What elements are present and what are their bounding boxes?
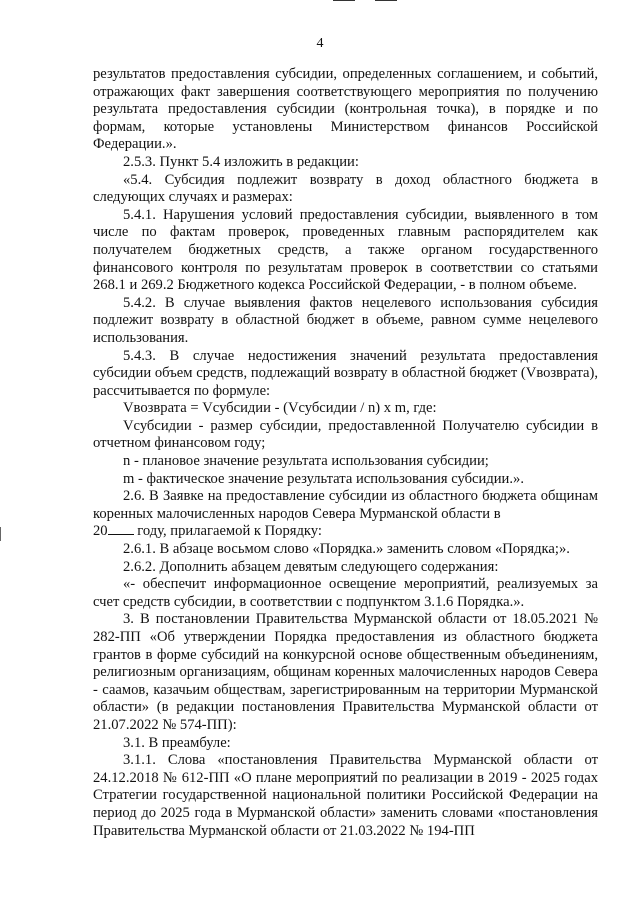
paragraph: 2.6. В Заявке на предоставление субсидии из областного бюджета общинам коренных малочисленных народов Севера Мурманской области в (93, 488, 598, 522)
paragraph: 3.1.1. Слова «постановления Правительства Мурманской области от 24.12.2018 № 612-ПП «О плане мероприятий по реализации в 2019 - 2025 годах Стратегии государственной национальной политики Российской Федерации на период до 2025 года в Мурманской области» заменить словами «постановления Правительства Мурманской области от 21.03.2022 № 194-ПП (93, 752, 598, 839)
paragraph: 5.4.2. В случае выявления фактов нецелевого использования субсидия подлежит возврату в областной бюджет в объеме, равном сумме нецелевого использования. (93, 294, 598, 346)
top-scan-mark (375, 0, 397, 1)
paragraph: 2.5.3. Пункт 5.4 изложить в редакции: (123, 153, 359, 170)
paragraph: «- обеспечит информационное освещение мероприятий, реализуемых за счет средств субсидии, в соответствии с подпунктом 3.1.6 Порядка.». (93, 576, 598, 610)
paragraph-with-blank (93, 523, 598, 541)
paragraph: результатов предоставления субсидии, определенных соглашением, и событий, отражающих факт завершения соответствующего мероприятия по получению результата предоставления субсидии (контрольная точка), в порядке и по формам, которые установлены Министерством финансов Российской Федерации.». (93, 66, 598, 153)
paragraph: 2.6.2. Дополнить абзацем девятым следующего содержания: (123, 558, 499, 575)
year-prefix: 20 (93, 523, 108, 540)
paragraph: n - плановое значение результата использования субсидии; (123, 453, 489, 470)
paragraph: 3. В постановлении Правительства Мурманской области от 18.05.2021 № 282-ПП «Об утверждении Порядка предоставления из областного бюджета грантов в форме субсидий на конкурсной основе общественным объединениям, религиозным организациям, общинам коренных малочисленных народов Севера - саамов, казачьим обществам, зарегистрированным на территории Мурманской области» (в редакции постановления Правительства Мурманской области от 21.07.2022 № 574-ПП): (93, 611, 598, 733)
top-scan-mark (333, 0, 355, 1)
blank-field (108, 523, 134, 535)
document-body (93, 66, 598, 840)
formula: Vвозврата = Vсубсидии - (Vсубсидии / n) x m, где: (123, 400, 437, 417)
year-suffix: году, прилагаемой к Порядку: (133, 523, 322, 540)
paragraph: 3.1. В преамбуле: (123, 734, 231, 751)
paragraph: 5.4.1. Нарушения условий предоставления субсидии, выявленного в том числе по фактам проверок, проведенных главным распорядителем как получателем бюджетных средств, а также органом государственного финансового контроля по результатам проверок в соответствии со статьями 268.1 и 269.2 Бюджетного кодекса Российской Федерации, - в полном объеме. (93, 206, 598, 294)
page-number: 4 (316, 36, 324, 51)
side-scan-mark (0, 527, 1, 541)
paragraph: 2.6.1. В абзаце восьмом слово «Порядка.» заменить словом «Порядка;». (123, 541, 570, 558)
paragraph: m - фактическое значение результата использования субсидии.». (123, 470, 524, 487)
paragraph: 5.4.3. В случае недостижения значений результата предоставления субсидии объем средств, подлежащий возврату в областной бюджет (Vвозврата), рассчитывается по формуле: (93, 347, 598, 399)
paragraph: «5.4. Субсидия подлежит возврату в доход областного бюджета в следующих случаях и размерах: (93, 171, 598, 206)
paragraph: Vсубсидии - размер субсидии, предоставленной Получателю субсидии в отчетном финансовом году; (93, 417, 598, 452)
